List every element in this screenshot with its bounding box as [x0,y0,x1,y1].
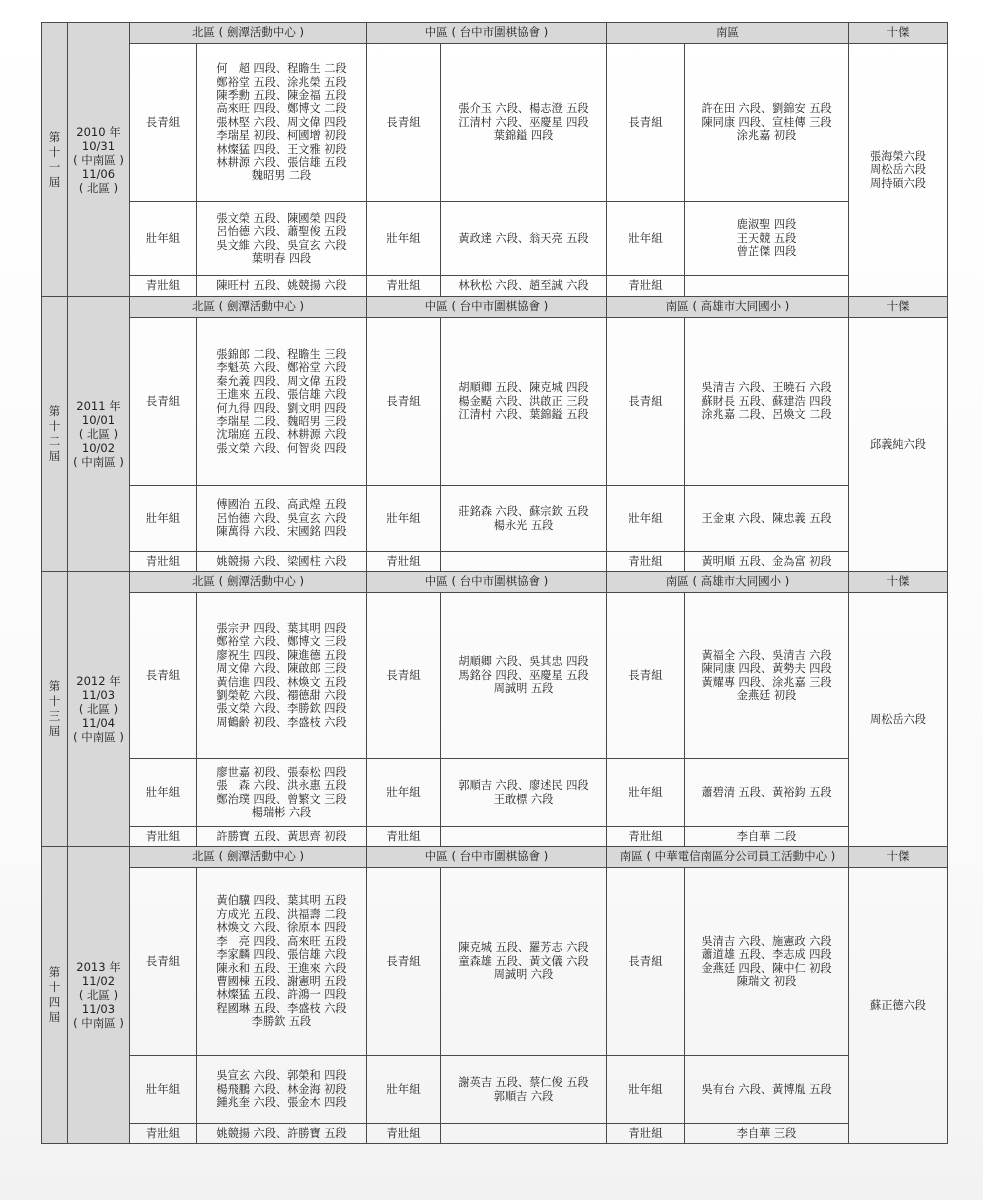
player-line: 呂怡德 六段、蕭聖俊 五段 [216,225,347,239]
player-line: 周誠明 六段 [493,968,554,982]
north-group-label: 青壯組 [130,552,197,572]
player-line: 陳萬得 六段、宋國銘 四段 [216,525,347,539]
north-middle-names [197,202,367,276]
region-header-central: 中區 ( 台中市圍棋協會 ) [367,23,607,44]
player-line: 楊永光 五段 [493,518,554,532]
player-line: 鍾兆奎 六段、張金木 四段 [216,1096,347,1110]
south-group-label: 青壯組 [607,1124,685,1144]
central-middle-names [441,202,607,276]
player-line: 王進來 五段、張信雄 六段 [216,388,347,402]
region-header-central: 中區 ( 台中市圍棋協會 ) [367,572,607,593]
player-line: 鄭裕堂 六段、鄭博文 三段 [216,635,347,649]
player-line: 馬銘谷 四段、巫慶星 五段 [458,668,589,682]
central-senior-names [441,44,607,202]
player-line: 張文榮 六段、何智炎 四段 [216,441,347,455]
region-header-row [42,847,948,868]
top10-line: 張海榮六段 [870,149,926,163]
edition-text: 第十四屆 [48,965,61,1024]
central-group-label: 青壯組 [367,1124,441,1144]
south-middle-names [685,759,849,827]
edition-text: 第十一屆 [48,129,61,189]
player-line: 蕭道雄 五段、李志成 四段 [701,948,832,962]
central-senior-names [441,593,607,759]
player-line: 涂兆嘉 初段 [736,129,797,143]
region-header-row [42,23,948,44]
player-line: 魏昭男 二段 [251,169,312,183]
north-senior-names [197,593,367,759]
date-line: ( 中南區 ) [73,730,124,744]
region-header-south: 南區 ( 中華電信南區分公司員工活動中心 ) [607,847,849,868]
player-line: 陳旺村 五段、姚競揚 六段 [216,279,347,293]
region-header-top10: 十傑 [849,297,948,318]
region-header-south: 南區 ( 高雄市大同國小 ) [607,572,849,593]
date-line: 11/02 [81,974,116,988]
south-group-label: 青壯組 [607,276,685,297]
player-line: 楊飛鵬 六段、林金海 初段 [216,1082,347,1096]
north-senior-names [197,318,367,486]
edition-date [68,847,130,1144]
edition-date [68,23,130,297]
player-line: 江清村 六段、葉錦鎰 五段 [458,408,589,422]
player-line: 李勝欽 五段 [251,1015,312,1029]
south-group-label: 長青組 [607,44,685,202]
player-line: 程國琳 五段、李盛枝 六段 [216,1001,347,1015]
player-line: 楊瑞彬 六段 [251,805,312,819]
date-line: 2013 年 [76,960,121,974]
player-line: 蕭碧清 五段、黃裕鈞 五段 [701,785,832,799]
north-group-label: 長青組 [130,593,197,759]
south-group-label: 壯年組 [607,1056,685,1124]
player-line: 林耕源 六段、張信雄 五段 [216,156,347,170]
south-middle-names [685,202,849,276]
north-youth-names [197,1124,367,1144]
edition-label [42,847,68,1144]
south-youth-names [685,552,849,572]
player-line: 金燕廷 初段 [736,688,797,702]
player-line: 姚競揚 六段、許勝寶 五段 [216,1126,347,1140]
player-line: 陳同康 四段、宣桂傳 三段 [701,115,832,129]
edition-text: 第十三屆 [48,679,61,738]
edition-label [42,297,68,572]
player-line: 姚競揚 六段、梁國柱 六段 [216,554,347,568]
central-group-label: 青壯組 [367,276,441,297]
player-line: 李魁英 六段、鄭裕堂 六段 [216,361,347,375]
north-group-label: 壯年組 [130,486,197,552]
player-line: 李 亮 四段、高來旺 五段 [216,934,347,948]
south-group-label: 青壯組 [607,552,685,572]
region-header-top10: 十傑 [849,847,948,868]
central-group-label: 壯年組 [367,202,441,276]
region-header-row [42,572,948,593]
player-line: 張 森 六段、洪永惠 五段 [216,779,347,793]
player-line: 曾芷傑 四段 [736,245,797,259]
player-line: 王金東 六段、陳忠義 五段 [701,511,832,525]
player-line: 李自華 三段 [736,1126,797,1140]
south-group-label: 壯年組 [607,759,685,827]
top10-line: 周松岳六段 [870,712,926,726]
player-line: 胡順卿 五段、陳克城 四段 [458,381,589,395]
player-line: 胡順卿 六段、吳其忠 四段 [458,655,589,669]
player-line: 方成光 五段、洪福壽 二段 [216,907,347,921]
central-middle-names [441,759,607,827]
edition-date [68,297,130,572]
south-group-label: 青壯組 [607,827,685,847]
central-youth-names [441,827,607,847]
player-line: 鄭治璞 四段、曾繁文 三段 [216,792,347,806]
player-line: 鄭裕堂 五段、涂兆榮 五段 [216,75,347,89]
south-senior-names [685,44,849,202]
central-group-label: 長青組 [367,44,441,202]
player-line: 張文榮 五段、陳國榮 四段 [216,211,347,225]
south-senior-names [685,593,849,759]
north-middle-names [197,759,367,827]
south-group-label: 壯年組 [607,202,685,276]
south-youth-names [685,276,849,297]
date-line: 2011 年 [76,399,121,413]
region-header-south: 南區 [607,23,849,44]
player-line: 江清村 六段、巫慶星 四段 [458,115,589,129]
north-group-label: 壯年組 [130,1056,197,1124]
player-line: 高來旺 四段、鄭博文 二段 [216,102,347,116]
player-line: 蘇財長 五段、蘇建浩 四段 [701,394,832,408]
edition-text: 第十二屆 [48,404,61,463]
edition-label [42,572,68,847]
top10-names [849,593,948,847]
region-header-top10: 十傑 [849,572,948,593]
group-row-middle [42,202,948,276]
player-line: 黃政達 六段、翁天亮 五段 [458,231,589,245]
player-line: 呂怡德 六段、吳宣玄 六段 [216,511,347,525]
player-line: 張林堅 六段、周文偉 四段 [216,115,347,129]
south-senior-names [685,868,849,1056]
central-middle-names [441,486,607,552]
date-line: 11/03 [81,1002,116,1016]
group-row-senior [42,318,948,486]
north-group-label: 長青組 [130,868,197,1056]
north-youth-names [197,276,367,297]
player-line: 黃福全 六段、吳清吉 六段 [701,648,832,662]
player-line: 謝英吉 五段、蔡仁俊 五段 [458,1076,589,1090]
player-line: 李瑞星 初段、柯國增 初段 [216,129,347,143]
player-line: 吳清吉 六段、王曉石 六段 [701,381,832,395]
player-line: 王天競 五段 [736,231,797,245]
central-group-label: 壯年組 [367,1056,441,1124]
top10-names [849,44,948,297]
region-header-central: 中區 ( 台中市圍棋協會 ) [367,297,607,318]
player-line: 許在田 六段、劉錦安 五段 [701,102,832,116]
date-line: 10/31 [81,138,116,153]
date-line: ( 北區 ) [78,988,119,1002]
player-line: 張宗尹 四段、葉其明 四段 [216,621,347,635]
top10-line: 周持碩六段 [870,176,926,190]
region-header-row [42,297,948,318]
group-row-middle [42,759,948,827]
player-line: 張錦郎 二段、程瞻生 三段 [216,347,347,361]
player-line: 李自華 二段 [736,829,797,843]
region-header-central: 中區 ( 台中市圍棋協會 ) [367,847,607,868]
date-line: 11/06 [81,166,116,181]
central-group-label: 長青組 [367,868,441,1056]
player-line: 李瑞星 二段、魏昭男 三段 [216,414,347,428]
date-line: ( 中南區 ) [73,152,124,167]
central-group-label: 長青組 [367,593,441,759]
central-group-label: 長青組 [367,318,441,486]
south-middle-names [685,1056,849,1124]
region-header-north: 北區 ( 劍潭活動中心 ) [130,847,367,868]
group-row-youth [42,552,948,572]
central-youth-names [441,276,607,297]
edition-label [42,23,68,297]
edition-date [68,572,130,847]
player-line: 秦允義 四段、周文偉 五段 [216,374,347,388]
date-line: 10/02 [81,441,116,455]
central-middle-names [441,1056,607,1124]
player-line: 鹿淑聖 四段 [736,218,797,232]
region-header-south: 南區 ( 高雄市大同國小 ) [607,297,849,318]
player-line: 吳宣玄 六段、郭榮和 四段 [216,1069,347,1083]
player-line: 周文偉 六段、陳啟郎 三段 [216,662,347,676]
date-line: ( 北區 ) [78,427,119,441]
north-middle-names [197,486,367,552]
date-line: ( 中南區 ) [73,455,124,469]
player-line: 涂兆嘉 二段、呂煥文 二段 [701,408,832,422]
top10-line: 蘇正德六段 [870,998,926,1012]
player-line: 張文榮 六段、李勝欽 四段 [216,702,347,716]
region-header-north: 北區 ( 劍潭活動中心 ) [130,23,367,44]
central-group-label: 壯年組 [367,759,441,827]
date-line: 2010 年 [76,124,121,139]
player-line: 王敢標 六段 [493,792,554,806]
player-line: 黃明順 五段、金為富 初段 [701,554,832,568]
north-group-label: 長青組 [130,318,197,486]
player-line: 傅國治 五段、高武煌 五段 [216,498,347,512]
group-row-youth [42,276,948,297]
player-line: 陳季勳 五段、陳金福 五段 [216,88,347,102]
top10-line: 邱義純六段 [870,437,926,451]
player-line: 張介玉 六段、楊志澄 五段 [458,102,589,116]
player-line: 葉錦鎰 四段 [493,129,554,143]
central-group-label: 青壯組 [367,827,441,847]
south-group-label: 壯年組 [607,486,685,552]
date-line: 11/03 [81,688,116,702]
central-group-label: 壯年組 [367,486,441,552]
player-line: 陳瑞文 初段 [736,974,797,988]
player-line: 林煥文 六段、徐原本 四段 [216,921,347,935]
player-line: 金燕廷 四段、陳中仁 初段 [701,961,832,975]
north-group-label: 壯年組 [130,202,197,276]
group-row-senior [42,868,948,1056]
player-line: 吳清吉 六段、施憲政 六段 [701,934,832,948]
player-line: 陳克城 五段、羅芳志 六段 [458,941,589,955]
date-line: ( 北區 ) [78,180,119,195]
player-line: 郭順吉 六段 [493,1089,554,1103]
date-line: 2012 年 [76,674,121,688]
player-line: 林燦猛 四段、王文雅 初段 [216,142,347,156]
player-line: 何 超 四段、程瞻生 二段 [216,62,347,76]
player-line: 許勝寶 五段、黃思齊 初段 [216,829,347,843]
central-youth-names [441,552,607,572]
group-row-middle [42,1056,948,1124]
date-line: ( 北區 ) [78,702,119,716]
group-row-middle [42,486,948,552]
player-line: 劉榮乾 六段、禤德甜 六段 [216,688,347,702]
player-line: 林秋松 六段、趙至誠 六段 [458,279,589,293]
player-line: 黃伯驥 四段、葉其明 五段 [216,894,347,908]
central-senior-names [441,868,607,1056]
results-table [41,22,948,1144]
player-line: 周鶴齡 初段、李盛枝 六段 [216,715,347,729]
player-line: 黃耀專 四段、涂兆嘉 三段 [701,675,832,689]
player-line: 吳文維 六段、吳宣玄 六段 [216,238,347,252]
north-group-label: 青壯組 [130,827,197,847]
region-header-north: 北區 ( 劍潭活動中心 ) [130,572,367,593]
south-youth-names [685,1124,849,1144]
player-line: 周誠明 五段 [493,682,554,696]
south-middle-names [685,486,849,552]
player-line: 吳有台 六段、黃博胤 五段 [701,1082,832,1096]
south-group-label: 長青組 [607,318,685,486]
player-line: 曹國棟 五段、謝憲明 五段 [216,974,347,988]
player-line: 楊金颳 六段、洪啟正 三段 [458,394,589,408]
group-row-senior [42,44,948,202]
date-line: 10/01 [81,413,116,427]
player-line: 陳永和 五段、王進來 六段 [216,961,347,975]
player-line: 郭順吉 六段、廖述民 四段 [458,779,589,793]
player-line: 廖祝生 四段、陳進德 五段 [216,648,347,662]
top10-names [849,868,948,1144]
date-line: 11/04 [81,716,116,730]
north-youth-names [197,552,367,572]
group-row-youth [42,1124,948,1144]
player-line: 陳同康 四段、黃勢夫 四段 [701,662,832,676]
north-group-label: 長青組 [130,44,197,202]
central-youth-names [441,1124,607,1144]
central-group-label: 青壯組 [367,552,441,572]
south-group-label: 長青組 [607,868,685,1056]
player-line: 何九得 四段、劉文明 四段 [216,401,347,415]
north-senior-names [197,44,367,202]
player-line: 葉明春 四段 [251,251,312,265]
north-youth-names [197,827,367,847]
player-line: 沈瑞庭 五段、林耕源 六段 [216,428,347,442]
player-line: 林燦猛 五段、許鴻一 四段 [216,988,347,1002]
north-middle-names [197,1056,367,1124]
north-group-label: 壯年組 [130,759,197,827]
south-group-label: 長青組 [607,593,685,759]
player-line: 莊銘森 六段、蘇宗欽 五段 [458,505,589,519]
player-line: 廖世嘉 初段、張泰松 四段 [216,765,347,779]
player-line: 童森雄 五段、黃文儀 六段 [458,954,589,968]
player-line: 李家麟 四段、張信雄 六段 [216,948,347,962]
group-row-senior [42,593,948,759]
date-line: ( 中南區 ) [73,1016,124,1030]
north-senior-names [197,868,367,1056]
top10-names [849,318,948,572]
top10-line: 周松岳六段 [870,163,926,177]
north-group-label: 青壯組 [130,276,197,297]
group-row-youth [42,827,948,847]
south-youth-names [685,827,849,847]
south-senior-names [685,318,849,486]
player-line: 黃信進 四段、林煥文 五段 [216,675,347,689]
central-senior-names [441,318,607,486]
region-header-north: 北區 ( 劍潭活動中心 ) [130,297,367,318]
north-group-label: 青壯組 [130,1124,197,1144]
region-header-top10: 十傑 [849,23,948,44]
